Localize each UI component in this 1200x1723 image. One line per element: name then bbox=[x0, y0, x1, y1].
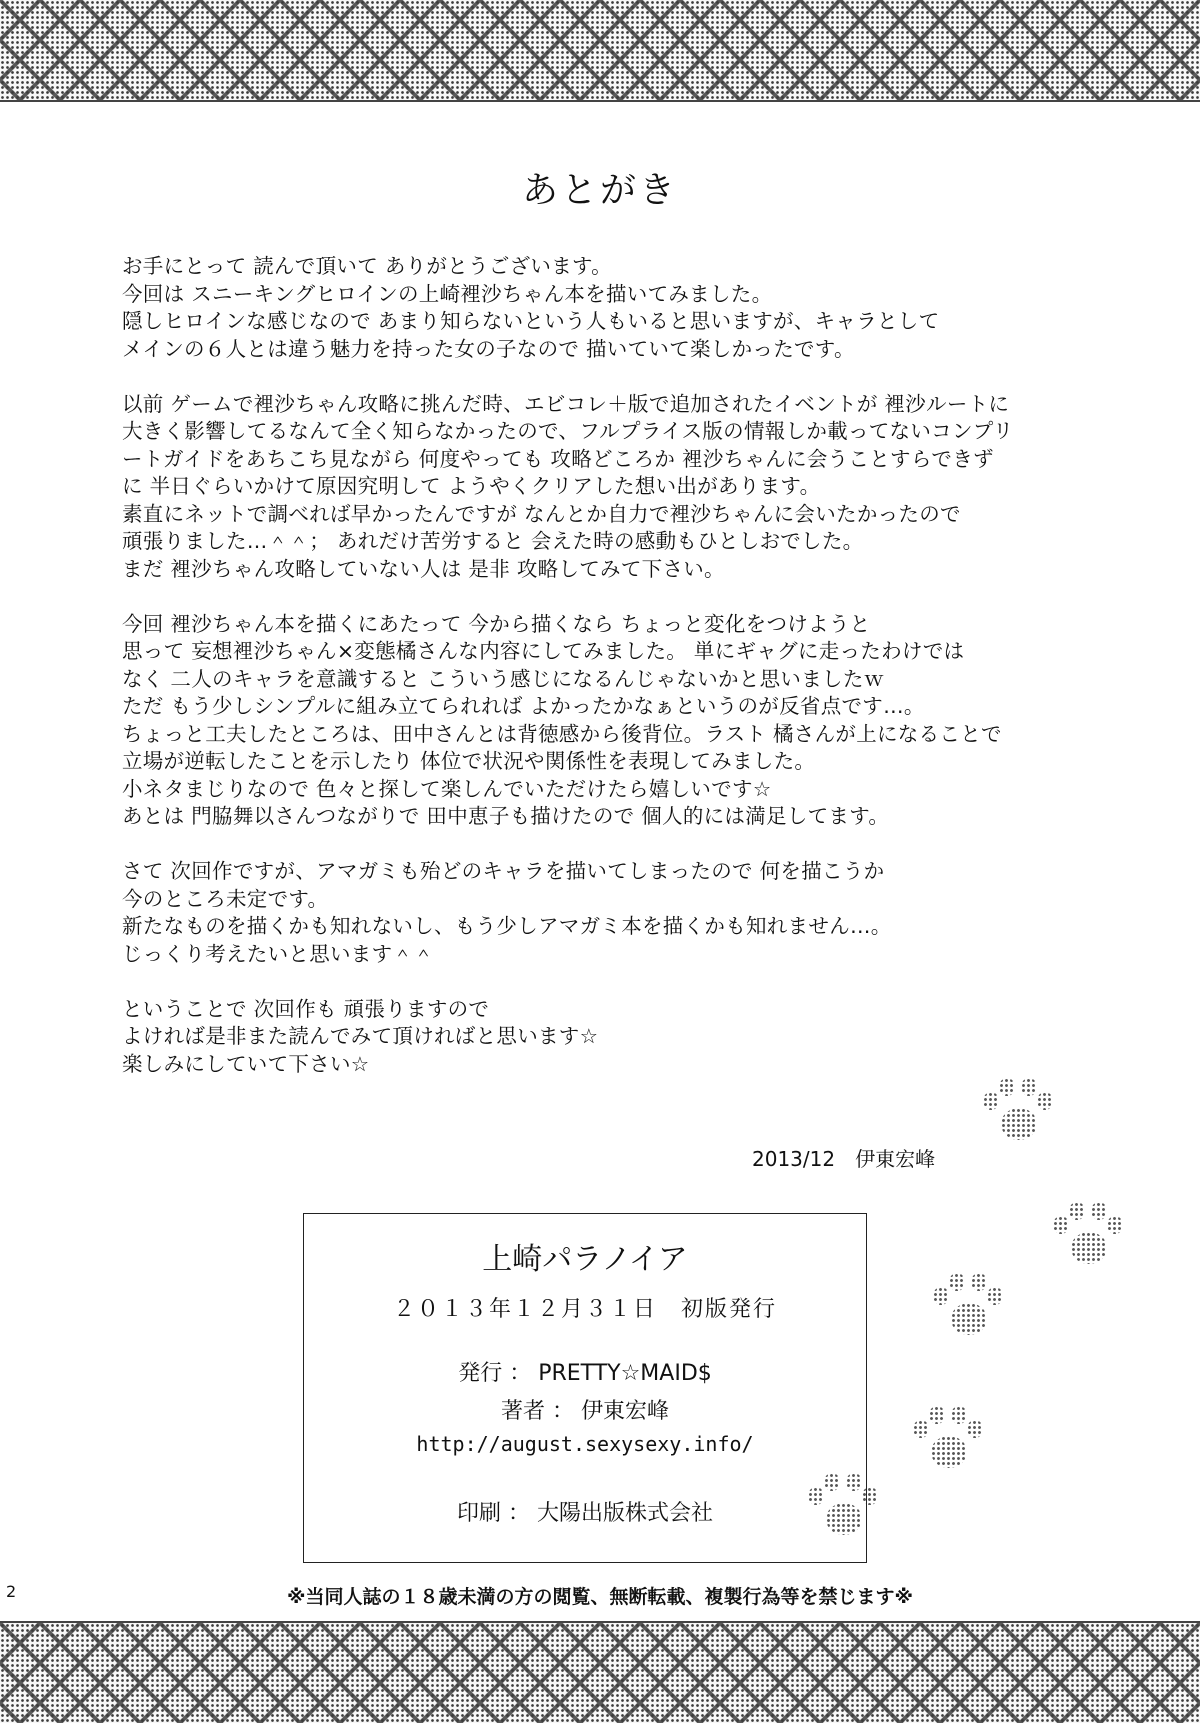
text-line: ちょっと工夫したところは、田中さんとは背徳感から後背位。ラスト 橘さんが上になることで bbox=[122, 721, 1002, 746]
paragraph-3 bbox=[122, 611, 1102, 831]
paw-print-icon bbox=[1053, 1202, 1123, 1272]
website-url: http://august.sexysexy.info/ bbox=[416, 1432, 754, 1456]
paw-print-icon bbox=[933, 1273, 1003, 1343]
text-line: なく 二人のキャラを意識すると こういう感じになるんじゃないかと思いましたｗ bbox=[122, 666, 885, 691]
text-line: あとは 門脇舞以さんつながりで 田中恵子も描けたので 個人的には満足してます。 bbox=[122, 804, 890, 828]
publisher: 発行 ： PRETTY☆MAID$ bbox=[458, 1361, 712, 1386]
text-line: じっくり考えたいと思います＾＾ bbox=[122, 941, 434, 966]
text-line: 頑張りました…＾＾； あれだけ苦労すると 会えた時の感動もひとしおでした。 bbox=[122, 529, 864, 553]
text-line: 立場が逆転したことを示したり 体位で状況や関係性を表現してみました。 bbox=[122, 749, 816, 773]
publication-date: ２０１３年１２月３１日 初版発行 bbox=[392, 1297, 777, 1322]
text-line: 隠しヒロインな感じなので あまり知らないという人もいると思いますが、キャラとして bbox=[122, 309, 940, 333]
text-line: 以前 ゲームで裡沙ちゃん攻略に挑んだ時、エビコレ＋版で追加されたイベントが 裡沙ルートに bbox=[122, 391, 1010, 416]
text-line: 新たなものを描くかも知れないし、もう少しアマガミ本を描くかも知れません…。 bbox=[122, 914, 892, 938]
signature: 2013/12 伊東宏峰 bbox=[752, 1147, 936, 1171]
paragraph-5 bbox=[122, 996, 1102, 1079]
text-line: まだ 裡沙ちゃん攻略していない人は 是非 攻略してみて下さい。 bbox=[122, 556, 725, 581]
text-line: 思って 妄想裡沙ちゃん×変態橘さんな内容にしてみました。 単にギャグに走ったわけでは bbox=[122, 639, 965, 663]
text-line: よければ是非また読んでみて頂ければと思います☆ bbox=[122, 1024, 599, 1048]
colophon-box bbox=[303, 1213, 867, 1563]
page-title: あとがき bbox=[521, 170, 678, 211]
printer: 印刷 ： 大陽出版株式会社 bbox=[457, 1501, 713, 1526]
paragraph-4 bbox=[122, 858, 1102, 968]
paragraph-2 bbox=[122, 391, 1102, 584]
text-line: お手にとって 読んで頂いて ありがとうございます。 bbox=[122, 254, 612, 278]
book-title: 上崎パラノイア bbox=[482, 1242, 688, 1277]
text-line: 楽しみにしていて下さい☆ bbox=[122, 1051, 370, 1076]
text-line: 素直にネットで調べれば早かったんですが なんとか自力で裡沙ちゃんに会いたかったので bbox=[122, 501, 961, 526]
author: 著者 ： 伊東宏峰 bbox=[501, 1399, 669, 1424]
text-line: メインの６人とは違う魅力を持った女の子なので 描いていて楽しかったです。 bbox=[122, 336, 855, 361]
age-restriction-notice: ※当同人誌の１８歳未満の方の閲覧、無断転載、複製行為等を禁じます※ bbox=[287, 1586, 913, 1608]
paragraph-1 bbox=[122, 253, 1102, 363]
decorative-pattern-bottom bbox=[0, 1621, 1200, 1723]
text-line: 今回は スニーキングヒロインの上崎裡沙ちゃん本を描いてみました。 bbox=[122, 281, 773, 306]
paw-print-icon bbox=[913, 1406, 983, 1476]
text-line: さて 次回作ですが、アマガミも殆どのキャラを描いてしまったので 何を描こうか bbox=[122, 859, 885, 883]
text-line: ということで 次回作も 頑張りますので bbox=[122, 996, 490, 1021]
text-line: 今回 裡沙ちゃん本を描くにあたって 今から描くなら ちょっと変化をつけようと bbox=[122, 611, 871, 636]
text-line: 大きく影響してるなんて全く知らなかったので、フルプライス版の情報しか載ってないコンプリ bbox=[122, 419, 1014, 443]
page-number: 2 bbox=[6, 1582, 17, 1601]
paw-print-icon bbox=[983, 1078, 1053, 1148]
text-line: ートガイドをあちこち見ながら 何度やっても 攻略どころか 裡沙ちゃんに会うことすらできず bbox=[122, 446, 994, 471]
text-line: ただ もう少しシンプルに組み立てられれば よかったかなぁというのが反省点です…。 bbox=[122, 694, 925, 718]
afterword-body bbox=[122, 253, 1102, 1106]
text-line: 小ネタまじりなので 色々と探して楽しんでいただけたら嬉しいです☆ bbox=[122, 776, 772, 801]
decorative-pattern-top bbox=[0, 0, 1200, 102]
text-line: に 半日ぐらいかけて原因究明して ようやくクリアした想い出があります。 bbox=[122, 474, 821, 498]
text-line: 今のところ未定です。 bbox=[122, 886, 329, 911]
